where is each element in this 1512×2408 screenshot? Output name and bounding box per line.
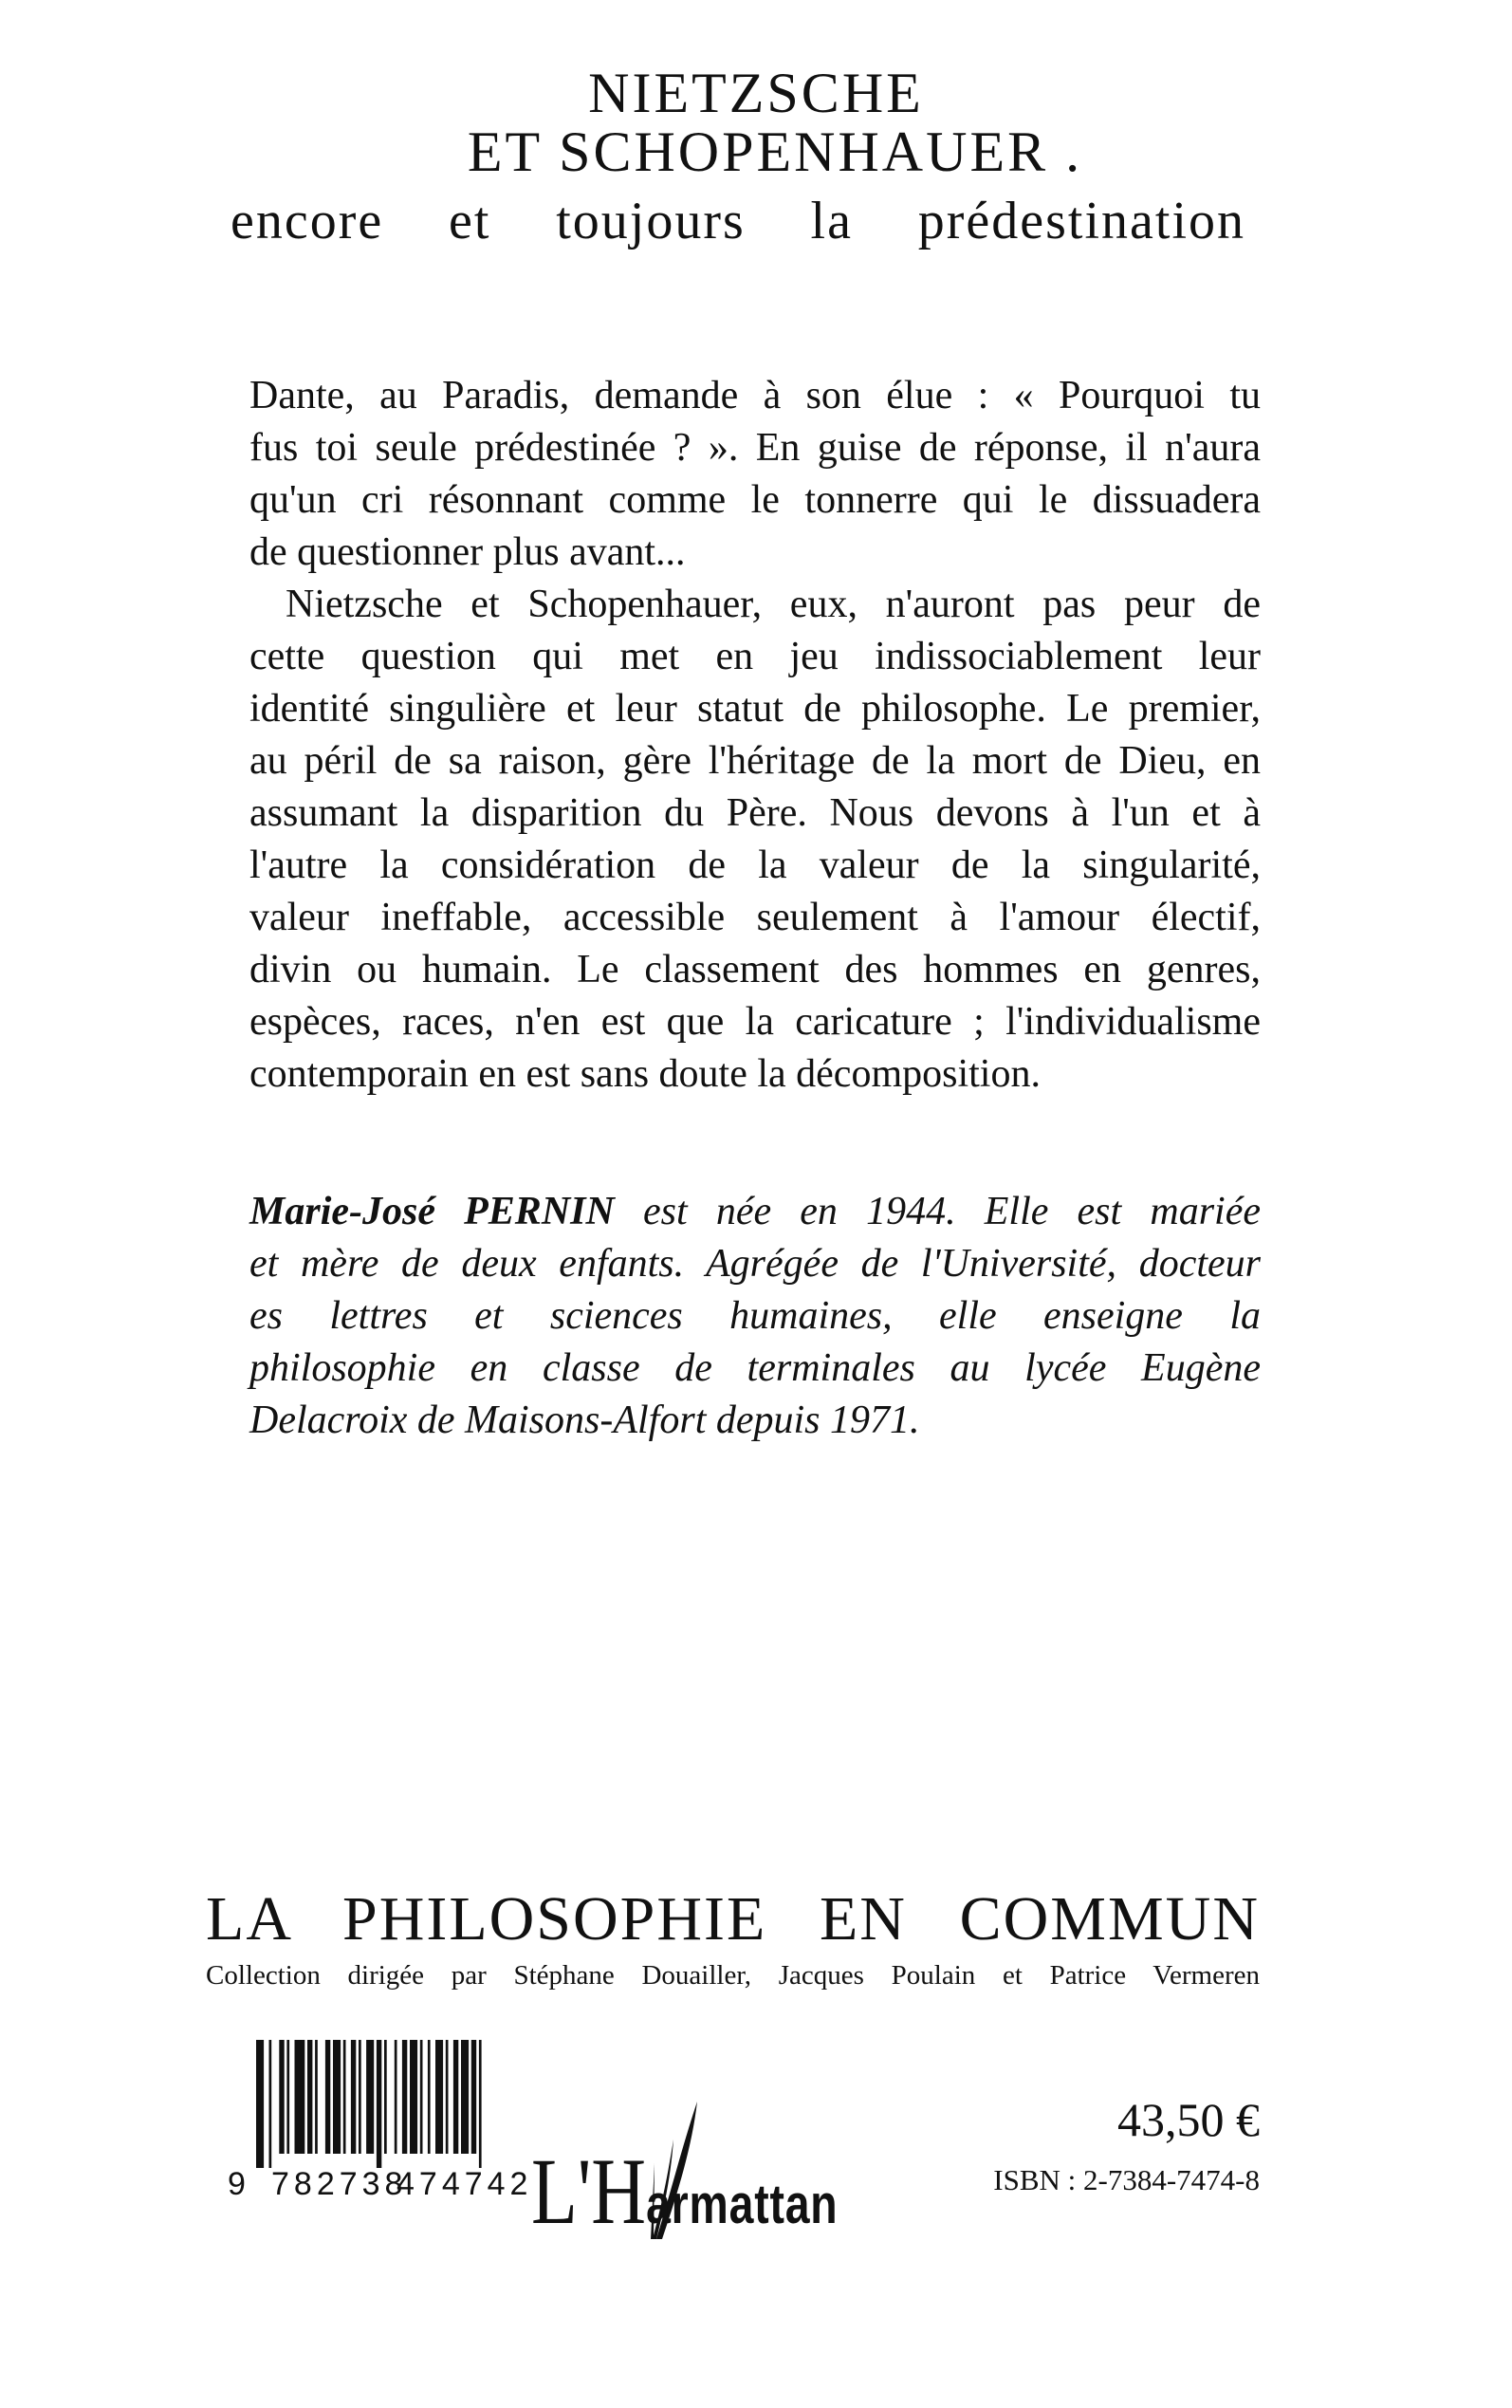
publisher-logo-text: L'Harmattan: [531, 2139, 839, 2244]
barcode-bar: [366, 2040, 374, 2154]
summary-line: de questionner plus avant...: [249, 530, 686, 574]
book-subtitle: encore et toujours la prédestination: [230, 192, 1245, 250]
summary-line: Dante, au Paradis, demande à son élue : « Pourquoi tu: [249, 374, 1261, 417]
summary-line: divin ou humain. Le classement des hommes en genres,: [249, 948, 1261, 991]
barcode-bar: [307, 2040, 312, 2154]
barcode-bar: [325, 2040, 330, 2154]
summary-line: au péril de sa raison, gère l'héritage de la mort de Dieu, en: [249, 739, 1261, 783]
barcode-bar: [333, 2040, 341, 2154]
bio-line: et mère de deux enfants. Agrégée de l'Université, docteur: [249, 1242, 1261, 1286]
barcode-bar: [269, 2040, 272, 2168]
barcode-first-digit: 9: [228, 2166, 246, 2202]
barcode-bar: [279, 2040, 284, 2154]
barcode-bar: [315, 2040, 318, 2154]
barcode-bar: [351, 2040, 356, 2154]
barcode-bar: [453, 2040, 458, 2154]
summary-line: l'autre la considération de la valeur de la singularité,: [249, 843, 1261, 887]
collection-name: LA PHILOSOPHIE EN COMMUN: [206, 1884, 1260, 1954]
barcode-bar: [343, 2040, 346, 2154]
author-name: Marie-José PERNIN: [249, 1190, 615, 1233]
barcode-bar: [410, 2040, 417, 2154]
publisher-logo: [531, 2087, 911, 2258]
barcode-group1: 782738: [271, 2166, 408, 2202]
barcode: [256, 2040, 531, 2168]
barcode-bar: [295, 2040, 305, 2154]
isbn: ISBN : 2-7384-7474-8: [993, 2163, 1260, 2196]
barcode-bar: [471, 2040, 476, 2154]
barcode-bar: [479, 2040, 482, 2168]
bio-line: Delacroix de Maisons-Alfort depuis 1971.: [249, 1398, 920, 1442]
barcode-bar: [286, 2040, 289, 2154]
barcode-bar: [428, 2040, 431, 2154]
summary-line: espèces, races, n'en est que la caricature ; l'individualisme: [249, 1000, 1261, 1044]
barcode-bar: [402, 2040, 407, 2154]
bio-line: est née en 1944. Elle est mariée: [614, 1190, 1261, 1233]
summary-line: valeur ineffable, accessible seulement à l'amour électif,: [249, 896, 1261, 939]
barcode-bar: [435, 2040, 443, 2154]
summary-line: Nietzsche et Schopenhauer, eux, n'auront pas peur de: [286, 583, 1261, 626]
bio-line: es lettres et sciences humaines, elle enseigne la: [249, 1294, 1261, 1338]
summary-line: assumant la disparition du Père. Nous devons à l'un et à: [249, 791, 1261, 835]
summary: [249, 370, 1261, 1101]
barcode-bar: [384, 2040, 387, 2154]
summary-line: fus toi seule prédestinée ? ». En guise de réponse, il n'aura: [249, 426, 1261, 470]
summary-line: contemporain en est sans doute la décomposition.: [249, 1052, 1041, 1096]
collection-directors: Collection dirigée par Stéphane Douailler, Jacques Poulain et Patrice Vermeren: [206, 1960, 1260, 1991]
barcode-bar: [420, 2040, 423, 2154]
barcode-group2: 474742: [396, 2166, 533, 2202]
barcode-bar: [377, 2040, 381, 2168]
barcode-bar: [395, 2040, 397, 2154]
barcode-bar: [461, 2040, 469, 2154]
price: 43,50 €: [1117, 2093, 1260, 2146]
book-title-line1: NIETZSCHE: [588, 62, 924, 124]
barcode-bar: [446, 2040, 449, 2154]
author-bio: [249, 1186, 1261, 1447]
bio-line: philosophie en classe de terminales au lycée Eugène: [249, 1346, 1261, 1390]
summary-line: qu'un cri résonnant comme le tonnerre qui le dissuadera: [249, 478, 1261, 522]
barcode-bar: [256, 2040, 264, 2168]
book-title-line2: ET SCHOPENHAUER .: [467, 120, 1083, 183]
summary-line: identité singulière et leur statut de philosophe. Le premier,: [249, 687, 1261, 731]
barcode-bar: [359, 2040, 361, 2154]
summary-line: cette question qui met en jeu indissociablement leur: [249, 635, 1261, 678]
